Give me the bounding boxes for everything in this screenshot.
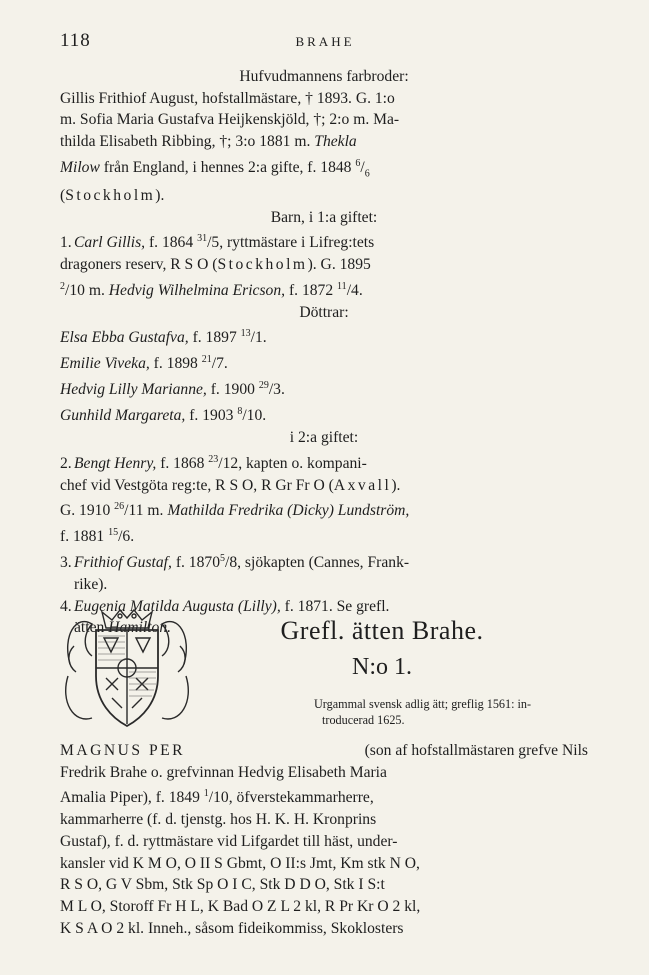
text-line: Milow från England, i hennes 2:a gifte, f. 1848 $^6/_6$ xyxy=(60,157,370,180)
text-line: G. 1910 $^{26}$/11 m. Mathilda Fredrika (Dicky) Lundström, xyxy=(60,501,410,520)
text-line: f. 1881 $^{15}$/6. xyxy=(60,527,135,546)
section-number: N:o 1. xyxy=(352,654,412,680)
text-line: thilda Elisabeth Ribbing, †; 3:o 1881 m. Thekla xyxy=(60,133,357,151)
child-entry: 2. Bengt Henry, f. 1868 $^{23}$/12, kapten o. kompani- xyxy=(60,453,367,472)
text-line: Gillis Frithiof August, hofstallmästare, † 1893. G. 1:o xyxy=(60,89,395,107)
daughter-entry: Hedvig Lilly Marianne, f. 1900 $^{29}$/3. xyxy=(60,380,285,399)
running-head: BRAHE xyxy=(295,34,355,49)
text-line: Fredrik Brahe o. grefvinnan Hedvig Elisabeth Maria xyxy=(60,763,387,781)
main-text xyxy=(60,66,588,639)
text-line: rike). xyxy=(74,575,108,593)
text-line: chef vid Vestgöta reg:te, R S O, R Gr Fr O (Axvall). xyxy=(60,476,401,494)
coat-of-arms-icon xyxy=(62,606,192,734)
section-note: Urgammal svensk adlig ätt; greflig 1561: in- troducerad 1625. xyxy=(314,697,532,727)
text-line: M L O, Storoff Fr H L, K Bad O Z L 2 kl, R Pr Kr O 2 kl, xyxy=(60,898,421,916)
child-entry: 1. Carl Gillis, f. 1864 $^{31}$/5, ryttmästare i Lifreg:tets xyxy=(60,233,375,252)
entry-text xyxy=(60,740,588,940)
text-line: dragoners reserv, R S O (Stockholm). G. 1895 xyxy=(60,256,371,274)
text-line: K S A O 2 kl. Inneh., såsom fideikommiss, Skoklosters xyxy=(60,919,404,937)
daughter-entry: Elsa Ebba Gustafva, f. 1897 $^{13}$/1. xyxy=(60,328,267,347)
child-entry: 4. Eugenia Matilda Augusta (Lilly), f. 1871. Se grefl. xyxy=(60,597,390,615)
page-header xyxy=(60,30,590,58)
daughter-entry: Emilie Viveka, f. 1898 $^{21}$/7. xyxy=(60,354,228,373)
second-marriage-heading: i 2:a giftet: xyxy=(289,428,359,446)
children-heading: Barn, i 1:a giftet: xyxy=(270,208,378,226)
text-line: R S O, G V Sbm, Stk Sp O I C, Stk D D O, Stk I S:t xyxy=(60,876,385,894)
page-number: 118 xyxy=(60,30,91,51)
section-heading-block xyxy=(62,606,590,738)
child-entry: 3. Frithiof Gustaf, f. 1870$^5$/8, sjökapten (Cannes, Frank- xyxy=(60,553,410,572)
text-line: MAGNUS PER (son af hofstallmästaren grefve Nils xyxy=(60,742,588,759)
text-line: kansler vid K M O, O II S Gbmt, O II:s Jmt, Km stk N O, xyxy=(60,854,420,872)
text-line: (Stockholm). xyxy=(60,186,165,204)
text-line: kammarherre (f. d. tjenstg. hos H. K. H. Kronprins xyxy=(60,811,377,829)
text-line: Gustaf), f. d. ryttmästare vid Lifgardet till häst, under- xyxy=(60,833,398,850)
daughter-entry: Gunhild Margareta, f. 1903 $^8$/10. xyxy=(60,406,267,425)
text-line: $^2$/10 m. Hedvig Wilhelmina Ericson, f. 1872 $^{11}$/4. xyxy=(60,280,363,299)
text-line: Amalia Piper), f. 1849 $^1$/10, öfverstekammarherre, xyxy=(60,788,374,807)
daughters-heading: Döttrar: xyxy=(299,303,349,321)
section-title: Grefl. ätten Brahe. xyxy=(280,616,484,645)
text-line: ätten Hamilton. xyxy=(74,619,172,637)
uncle-heading: Hufvudmannens farbroder: xyxy=(239,68,409,85)
text-line: m. Sofia Maria Gustafva Heijkenskjöld, †; 2:o m. Ma- xyxy=(60,111,400,129)
